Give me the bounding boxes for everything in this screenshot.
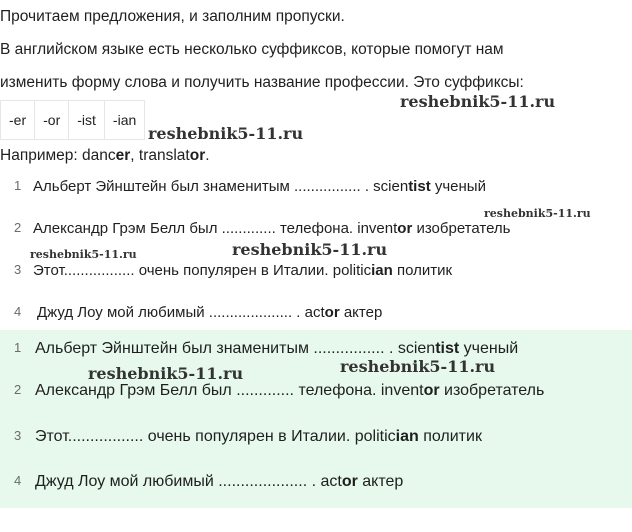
item-text: Джуд Лоу мой любимый .................... . actor актер xyxy=(35,473,404,490)
intro-line-1: Прочитаем предложения, и заполним пропуски. xyxy=(0,8,345,25)
item-text: Альберт Эйнштейн был знаменитым ................ . scientist ученый xyxy=(35,340,519,357)
suffix-cell: -er xyxy=(1,101,35,140)
watermark: reshebnik5-11.ru xyxy=(88,364,244,383)
item-text: Этот................. очень популярен в Италии. politician политик xyxy=(33,262,453,279)
watermark: reshebnik5-11.ru xyxy=(30,248,137,261)
watermark: reshebnik5-11.ru xyxy=(400,92,556,111)
intro-line-3: изменить форму слова и получить название профессии. Это суффиксы: xyxy=(0,74,524,91)
item-text: Этот................. очень популярен в Италии. politician политик xyxy=(35,428,482,445)
suffix-cell: -ian xyxy=(104,101,144,140)
watermark: reshebnik5-11.ru xyxy=(148,124,304,143)
suffix-cell: -ist xyxy=(69,101,105,140)
watermark: reshebnik5-11.ru xyxy=(484,207,591,220)
item-text: Альберт Эйнштейн был знаменитым ................ . scientist ученый xyxy=(33,178,486,195)
watermark: reshebnik5-11.ru xyxy=(340,357,496,376)
answer-block xyxy=(0,330,632,508)
item-number: 2 xyxy=(14,382,22,397)
watermark: reshebnik5-11.ru xyxy=(232,240,388,259)
item-text: Александр Грэм Белл был ............. телефона. inventor изобретатель xyxy=(35,382,545,399)
item-number: 4 xyxy=(14,304,22,319)
item-number: 2 xyxy=(14,220,22,235)
item-number: 3 xyxy=(14,428,22,443)
item-text: Джуд Лоу мой любимый .................... . actor актер xyxy=(37,304,383,321)
item-text: Александр Грэм Белл был ............. телефона. inventor изобретатель xyxy=(33,220,511,237)
item-number: 4 xyxy=(14,473,22,488)
item-number: 1 xyxy=(14,178,22,193)
item-number: 3 xyxy=(14,262,22,277)
item-number: 1 xyxy=(14,340,22,355)
suffix-table xyxy=(0,100,145,140)
suffix-cell: -or xyxy=(35,101,69,140)
example-line: Например: dancer, translator. xyxy=(0,147,210,164)
intro-line-2: В английском языке есть несколько суффиксов, которые помогут нам xyxy=(0,41,504,58)
